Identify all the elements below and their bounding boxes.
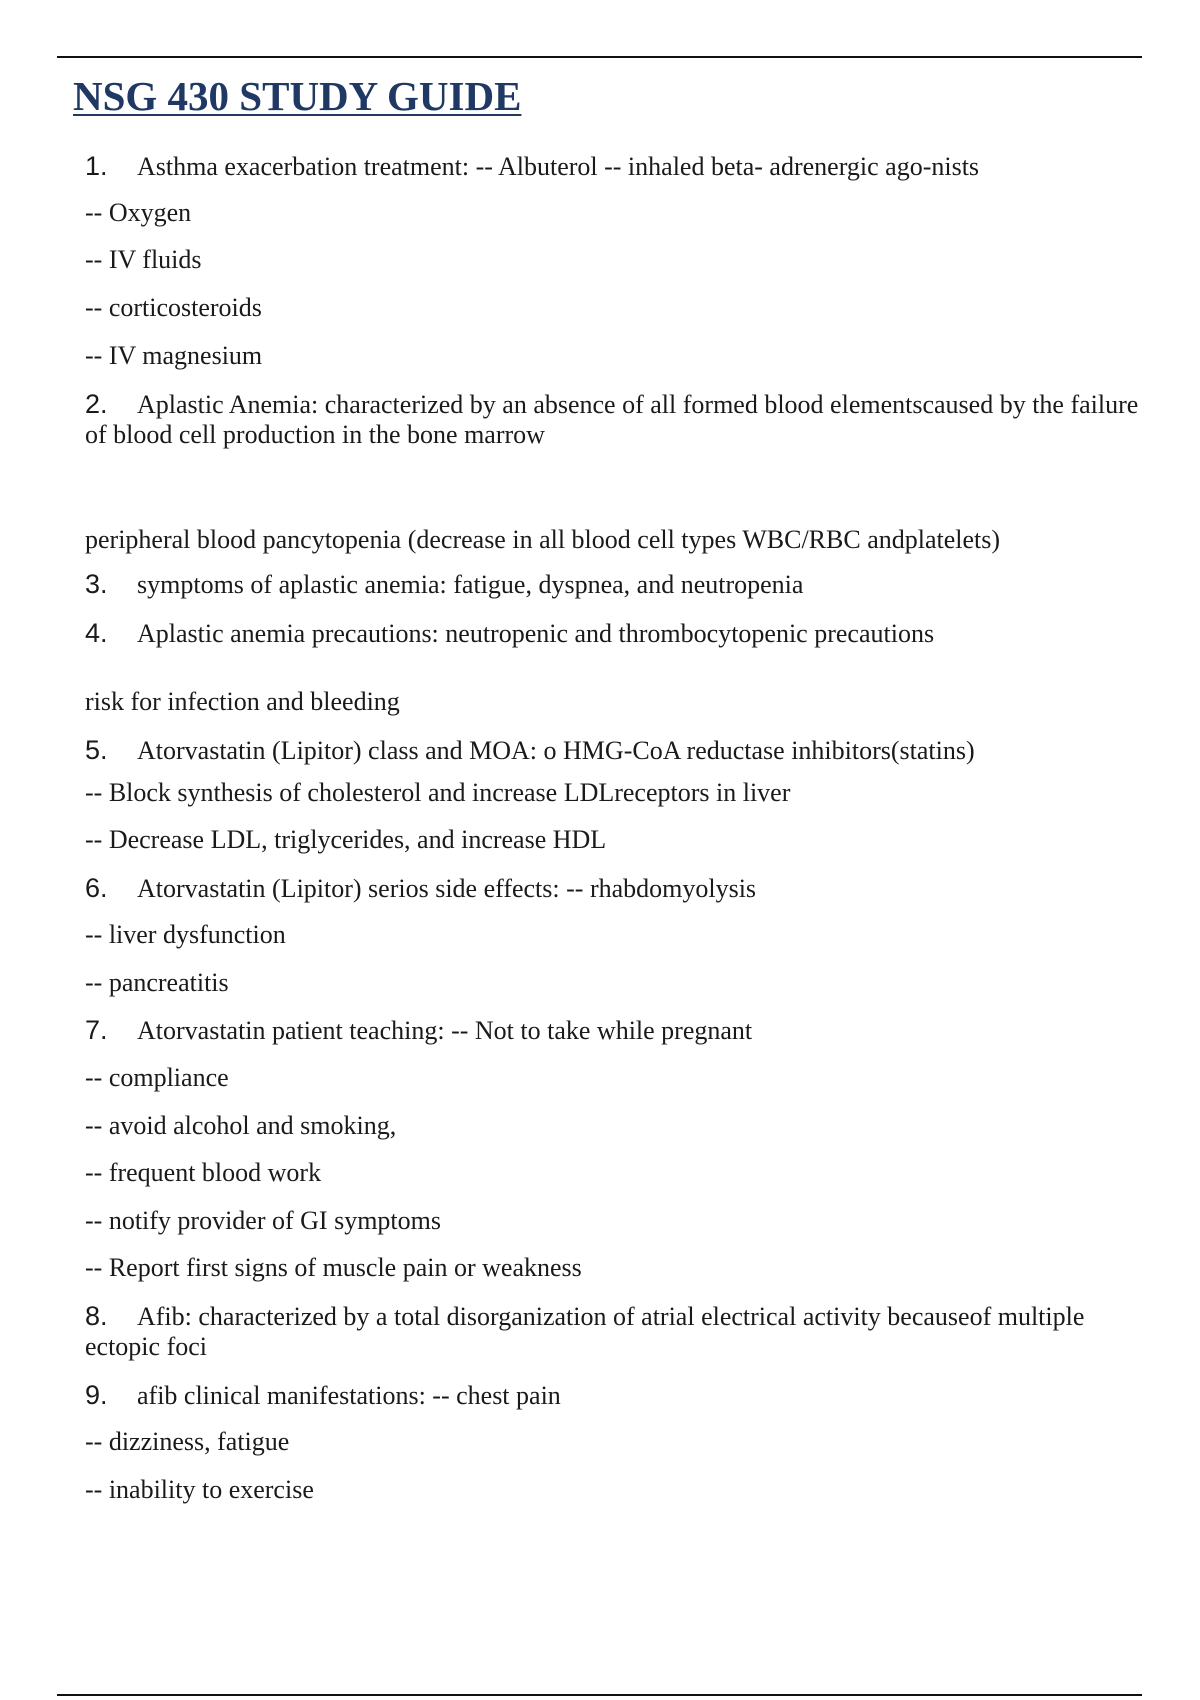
sub-item: -- dizziness, fatigue (85, 1427, 290, 1456)
list-item-8 (85, 1301, 1145, 1362)
continuation-text: risk for infection and bleeding (85, 687, 400, 716)
item-text: Atorvastatin (Lipitor) serios side effects: -- rhabdomyolysis (137, 874, 757, 903)
list-item-6 (85, 873, 756, 904)
document-title: NSG 430 STUDY GUIDE (73, 73, 522, 119)
bottom-rule (57, 1694, 1142, 1696)
item-number: 7. (85, 1015, 108, 1045)
sub-item: -- Block synthesis of cholesterol and increase LDLreceptors in liver (85, 778, 791, 807)
sub-item: -- Oxygen (85, 198, 192, 227)
sub-item: -- IV magnesium (85, 341, 263, 370)
list-item-1 (85, 151, 979, 182)
item-text: Aplastic anemia precautions: neutropenic and thrombocytopenic precautions (137, 619, 935, 648)
sub-item: -- avoid alcohol and smoking, (85, 1111, 397, 1140)
sub-item: -- notify provider of GI symptoms (85, 1206, 442, 1235)
item-text: afib clinical manifestations: -- chest pain (137, 1381, 561, 1410)
list-item-9 (85, 1380, 561, 1411)
sub-item: -- compliance (85, 1063, 229, 1092)
item-number: 9. (85, 1380, 108, 1410)
item-number: 5. (85, 735, 108, 765)
item-number: 1. (85, 151, 108, 181)
list-item-3 (85, 569, 803, 600)
sub-item: -- pancreatitis (85, 968, 229, 997)
sub-item: -- corticosteroids (85, 293, 262, 322)
list-item-2 (85, 389, 1145, 450)
item-text: Atorvastatin patient teaching: -- Not to take while pregnant (137, 1016, 753, 1045)
item-number: 4. (85, 618, 108, 648)
item-text: symptoms of aplastic anemia: fatigue, dyspnea, and neutropenia (137, 570, 804, 599)
list-item-4 (85, 618, 934, 649)
item-text: Asthma exacerbation treatment: -- Albuterol -- inhaled beta- adrenergic ago-nists (137, 152, 980, 181)
sub-item: -- liver dysfunction (85, 920, 286, 949)
continuation-text: peripheral blood pancytopenia (decrease in all blood cell types WBC/RBC andplatelets) (85, 525, 1001, 554)
list-item-5 (85, 735, 975, 766)
sub-item: -- IV fluids (85, 245, 202, 274)
sub-item: -- inability to exercise (85, 1475, 314, 1504)
top-rule (57, 56, 1142, 58)
item-text: Afib: characterized by a total disorganization of atrial electrical activity becauseof multiple ectopic foci (85, 1302, 1085, 1361)
item-number: 8. (85, 1301, 108, 1331)
item-number: 6. (85, 873, 108, 903)
item-number: 3. (85, 569, 108, 599)
sub-item: -- Decrease LDL, triglycerides, and increase HDL (85, 825, 607, 854)
sub-item: -- frequent blood work (85, 1158, 322, 1187)
item-number: 2. (85, 389, 108, 419)
sub-item: -- Report first signs of muscle pain or weakness (85, 1253, 582, 1282)
item-text: Aplastic Anemia: characterized by an absence of all formed blood elementscaused by the failure of blood cell production in the bone marrow (85, 390, 1139, 449)
item-text: Atorvastatin (Lipitor) class and MOA: o HMG-CoA reductase inhibitors(statins) (137, 736, 975, 765)
list-item-7 (85, 1015, 752, 1046)
